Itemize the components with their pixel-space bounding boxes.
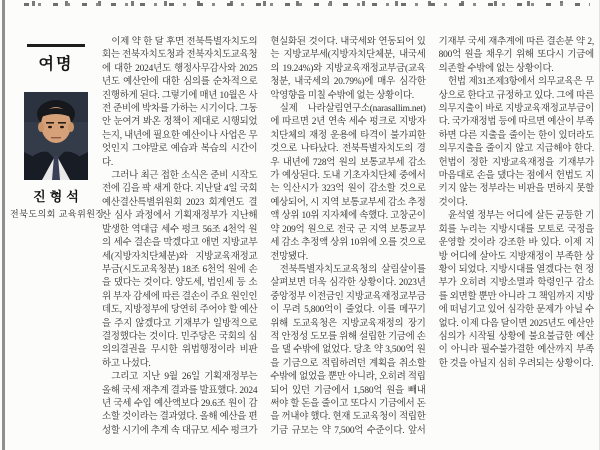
author-title: 전북도의회 교육위원장 — [10, 209, 105, 219]
article-paragraph: 이제 약 한 달 후면 전북특별자치도의회는 전북자치도청과 전북자치도교육청에 대한 2024년도 행정사무감사와 2025년도 예산안에 대한 심의를 순차적으로 진행하게 된다. 그렇기에 매년 10월은 사전 준비에 박차를 가하는 시기이다. 그동안 눈여겨 봐온 정책이 제대로 시행되었는지, 내년에 필요한 예산이나 사업은 무엇인지 그야말로 예습과 복습의 시간이다. — [102, 37, 258, 168]
cropped-headline-strip — [24, 1, 590, 8]
page-left-border — [2, 0, 5, 450]
opinion-column-sidebar — [10, 36, 105, 436]
article-body — [102, 36, 594, 450]
article-columns — [102, 36, 594, 450]
column-label: 여명 — [38, 56, 74, 73]
author-name: 진형석 — [33, 189, 83, 204]
article-paragraph: 그러나 최근 접한 소식은 준비 시작도 전에 김을 팍 새게 한다. 지난달 4일 국회 예산결산특별위원회 2023 회계연도 결산 심사 과정에서 기획재정부가 지난해 발생한 역대급 세수 펑크 56조 4천억 원의 세수 결손을 막겠다고 애먼 지방교부세(지방자치단체분)와 지방교육재정교부금(시도교육청분) 18조 6천억 원에 손을 댔다는 것이다. 양도세, 법인세 등 소위 부자 감세에 따른 결손이 주요 원인인데도, 지방정부에 당연히 주어야 할 예산을 주지 않겠다고 기재부가 일방적으로 결정했다는 것이다. 민주당은 국회의 심의의결권을 무시한 위법행정이라 비판하고 나섰다. — [102, 171, 258, 369]
article-paragraph: 그리고 지난 9월 26일 기획재정부는 올해 국세 재추계 결과를 발표했다. 2024년 국세 수입 예산액보다 29.6조 원이 감소할 것이라는 결과였다. 올해 예산을 편성할 시기에 추계 속 대규모 세수 펑크가 현실화된 것이다. 내국세와 연동되어 있는 지방교부세(지방자치단체분, 내국세의 19.24%)와 지방교육재정교부금(교육청분, 내국세의 20.79%)에 매우 심각한 악영향을 미칠 수밖에 없는 상황이다. — [102, 37, 426, 436]
article-paragraph: 헌법 제31조제3항에서 의무교육은 무상으로 한다고 규정하고 있다. 그에 따른 의무지출이 바로 지방교육재정교부금이다. 국가재정법 등에 따르면 예산이 부족하면 다른 지출을 줄이는 한이 있더라도 의무지출을 줄이지 않고 지급해야 한다. 헌법이 정한 지방교육재정을 기재부가 마음대로 손을 댔다는 점에서 헌법도 지키지 않는 정부라는 비판을 면하지 못할 것이다. — [438, 77, 594, 208]
column-label-rule — [27, 44, 85, 47]
article-paragraph: 윤석열 정부는 어디에 살든 균등한 기회를 누리는 지방시대를 모토로 국정을 운영할 것이라 강조한 바 있다. 이제 지방 어디에 살아도 지방재정이 부족한 상황이 되었다. 지방시대를 열겠다는 현 정부가 오히려 지방소멸과 학령인구 감소를 외면할 뿐만 아니라 그 책임까지 지방에 떠넘기고 있어 심각한 문제가 아닐 수 없다. 이제 다음 달이면 2025년도 예산안 심의가 시작될 상황에 불요불급한 예산이 아니라 필수불가결한 예산까지 부족한 것을 아닐지 심히 우려되는 상황이다. — [438, 211, 594, 369]
portrait-man-icon — [24, 92, 88, 180]
author-photo — [24, 92, 88, 180]
article-paragraph: 실제 나라살림연구소(narasallim.net)에 따르면 2년 연속 세수 펑크로 지방자치단체의 재정 운용에 타격이 불가피한 것으로 나타났다. 전북특별자치도의 경우 내년에 728억 원의 보통교부세 감소가 예상된다. 도내 기초자치단체 중에서는 익산시가 323억 원이 감소할 것으로 예상되어, 시 지역 보통교부세 감소 추정액 상위 10위 지자체에 속했다. 고창군이 약 209억 원으로 전국 군 지역 보통교부세 감소 추정액 상위 10위에 오를 것으로 전망됐다. — [270, 104, 426, 262]
article-paragraph: 전북특별자치도교육청의 살림살이를 살펴보면 더욱 심각한 상황이다. 2023년 중앙정부 이전금인 지방교육재정교부금이 무려 5,800억이 줄었다. 이를 메꾸기 위해 도교육청은 지방교육재정의 장기적 안정성 도모를 위해 설립한 기금에 손을 댈 수밖에 없었다. 당초 약 3,500억 원을 기금으로 적립하려던 계획을 취소할 수밖에 없었을 뿐만 아니라, 오히려 적립되어 있던 기금에서 1,580억 원을 빼내 써야 할 돈을 줄이고 또다시 기금에서 돈을 꺼내야 했다. 현재 도교육청이 적립한 기금 규모는 약 7,500억 수준이다. 앞서 기재부 국세 재추계에 따른 결손분 약 2,800억 원을 채우기 위해 또다시 기금에 의존할 수밖에 없는 상황이다. — [270, 37, 594, 436]
